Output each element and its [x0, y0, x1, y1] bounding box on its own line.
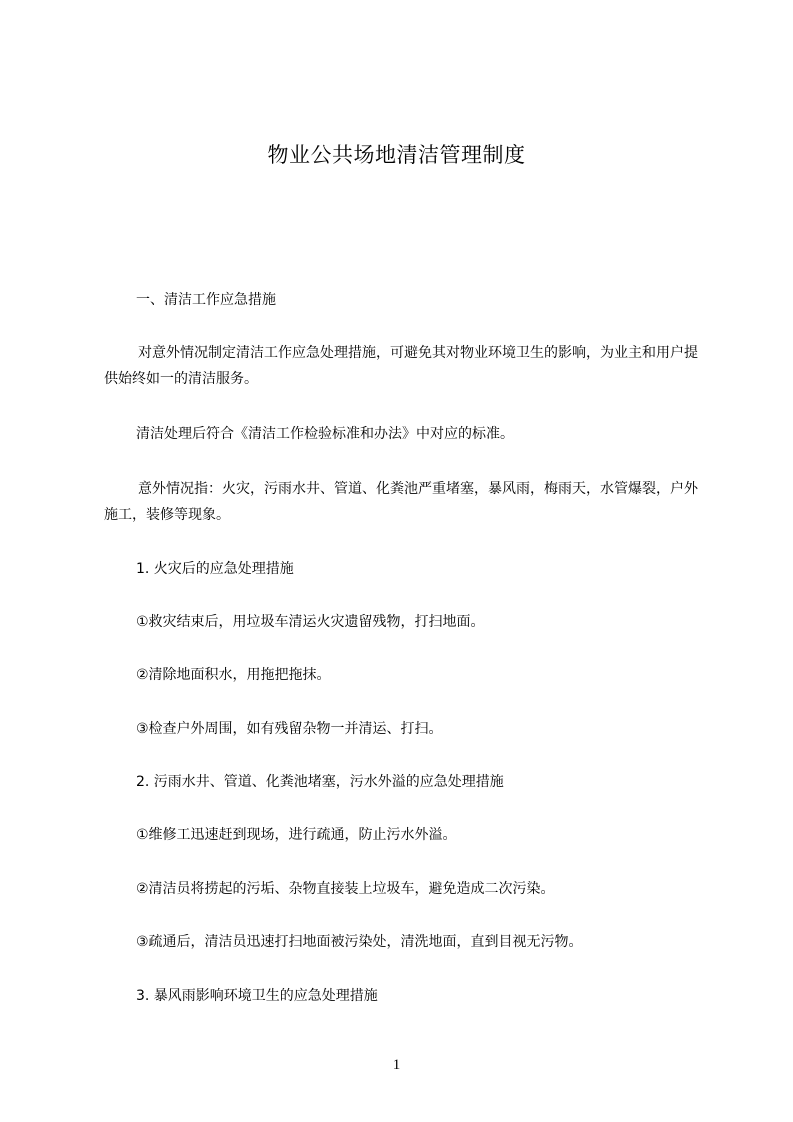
paragraph: 意外情况指：火灾，污雨水井、管道、化粪池严重堵塞，暴风雨，梅雨天，水管爆裂，户外施工，装修等现象。 [104, 481, 698, 523]
list-item: ②清除地面积水，用拖把拖抹。 [136, 667, 331, 683]
list-item: ③疏通后，清洁员迅速打扫地面被污染处，清洗地面，直到目视无污物。 [136, 934, 583, 950]
subsection-heading: 3. 暴风雨影响环境卫生的应急处理措施 [136, 988, 378, 1004]
subsection-heading: 2. 污雨水井、管道、化粪池堵塞，污水外溢的应急处理措施 [136, 774, 504, 790]
list-item: ①维修工迅速赶到现场，进行疏通，防止污水外溢。 [136, 827, 457, 843]
paragraph: 清洁处理后符合《清洁工作检验标准和办法》中对应的标准。 [136, 426, 514, 442]
list-item: ①救灾结束后，用垃圾车清运火灾遗留残物，打扫地面。 [136, 614, 485, 630]
list-item: ③检查户外周围，如有残留杂物一并清运、打扫。 [136, 721, 443, 737]
list-item: ②清洁员将捞起的污垢、杂物直接装上垃圾车，避免造成二次污染。 [136, 881, 555, 897]
page-number: 1 [392, 1057, 401, 1073]
section-heading: 一、清洁工作应急措施 [136, 292, 276, 308]
subsection-heading: 1. 火灾后的应急处理措施 [136, 561, 294, 577]
paragraph: 对意外情况制定清洁工作应急处理措施，可避免其对物业环境卫生的影响，为业主和用户提供始终如一的清洁服务。 [104, 345, 698, 387]
document-title: 物业公共场地清洁管理制度 [267, 143, 526, 167]
